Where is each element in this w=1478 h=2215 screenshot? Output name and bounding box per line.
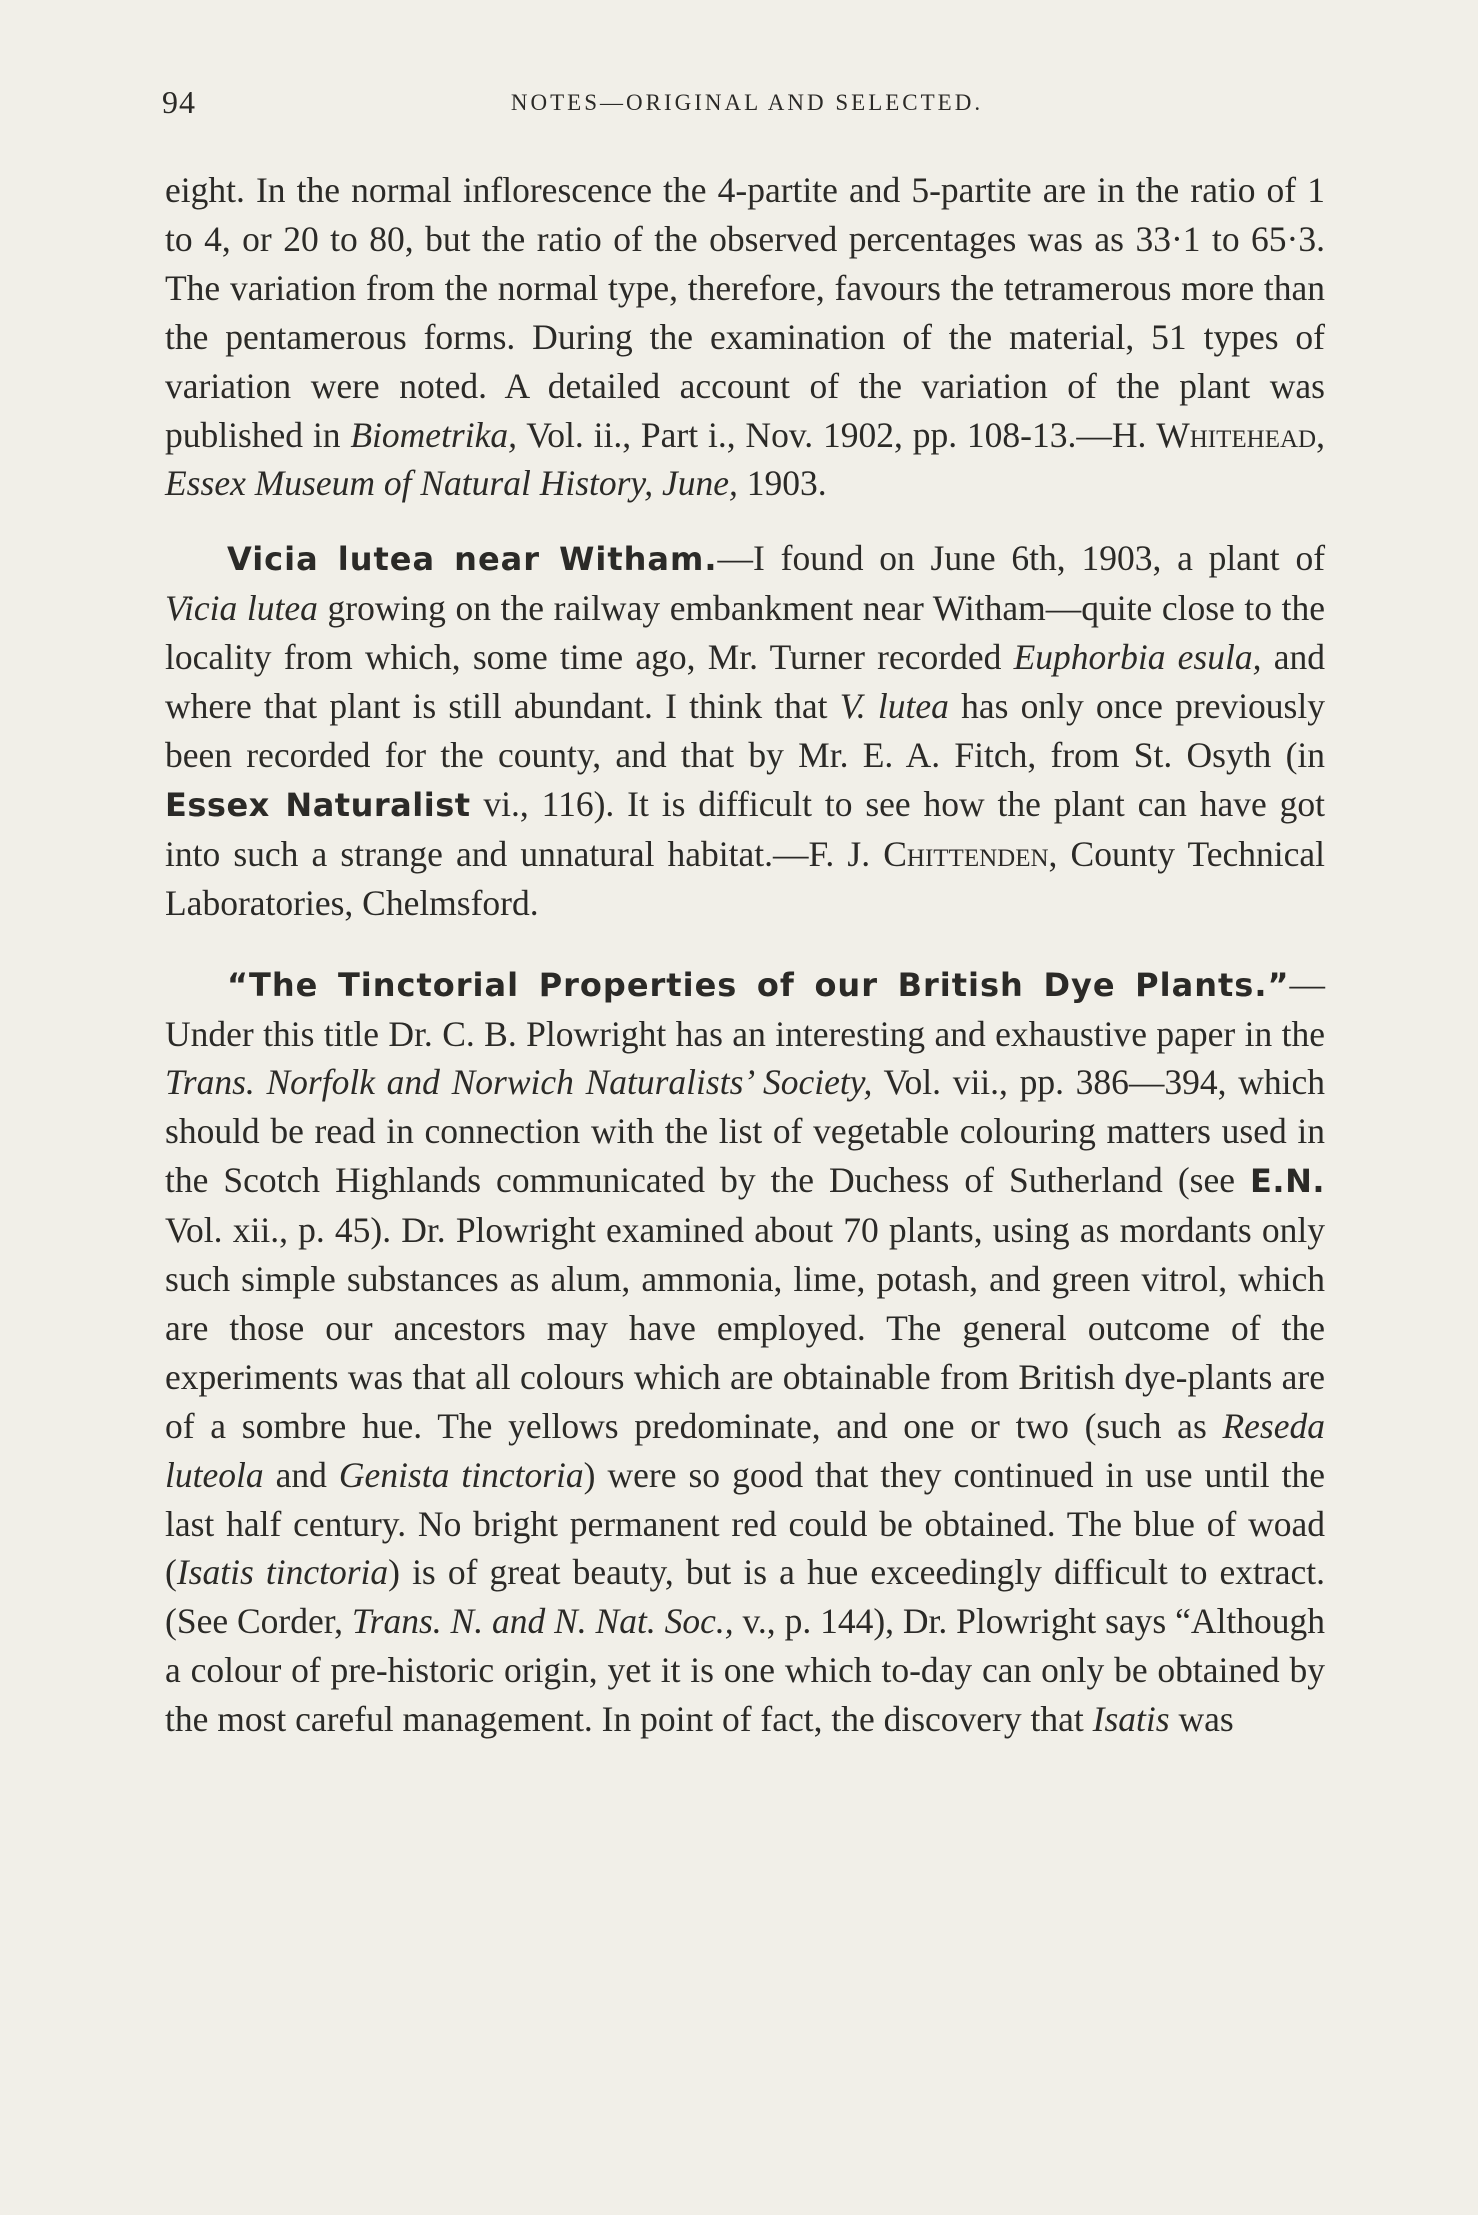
paragraph-vicia-lutea bbox=[165, 534, 1325, 927]
text-run: —Under this title Dr. C. B. Plowright has an interesting and exhaustive paper in the bbox=[165, 963, 1325, 1054]
author-name: Whitehead bbox=[1156, 414, 1317, 455]
text-run: has only once previously been recorded for the county, and that by Mr. E. A. Fitch, from St. Osyth (in bbox=[165, 686, 1325, 775]
italic-run: Trans. N. and N. Nat. Soc., bbox=[351, 1601, 734, 1642]
text-run: eight. In the normal inflorescence the 4-partite and 5-partite are in the ratio of 1 to 4, or 20 to 80, but the ratio of the observed percentages was as 33·1 to 65·3. The variation from the normal type, therefore, favours the tetramerous more than the pentamerous forms. During the examination of the material, 51 types of variation were noted. A detailed account of the variation of the plant was published in bbox=[165, 170, 1325, 455]
text-run: —I found on June 6th, 1903, a plant of bbox=[717, 538, 1326, 579]
italic-run: Euphorbia esula, bbox=[1013, 637, 1262, 678]
italic-run: Vicia lutea bbox=[165, 588, 318, 629]
text-run: ) were so good that they continued in use until the last half century. No bright permanent red could be obtained. The blue of woad ( bbox=[165, 1454, 1325, 1593]
italic-run: Trans. Norfolk and Norwich Naturalists’ Society, bbox=[165, 1062, 873, 1103]
text-run: growing on the railway embankment near Witham—quite close to the locality from which, some time ago, Mr. Turner recorded bbox=[165, 588, 1326, 678]
text-run: , bbox=[1316, 414, 1325, 455]
italic-run: V. lutea bbox=[839, 686, 949, 727]
text-run: 1903. bbox=[737, 463, 827, 504]
italic-run: Genista tinctoria bbox=[338, 1454, 584, 1495]
text-run: Vol. xii., p. 45). Dr. Plowright examined about 70 plants, using as mordants only such simple substances as alum, ammonia, lime, potash, and green vitrol, which are those our ancestors may have employed. The general outcome of the experiments was that all colours which are obtainable from British dye-plants are of a sombre hue. The yellows predominate, and one or two (such as bbox=[165, 1210, 1325, 1446]
running-title: NOTES—ORIGINAL AND SELECTED. bbox=[510, 90, 984, 115]
italic-run: Biometrika, bbox=[350, 414, 517, 455]
text-run: Vol. ii., Part i., Nov. 1902, pp. 108-13.—H. bbox=[517, 414, 1157, 455]
text-run: ) is of great beauty, but is a hue exceedingly difficult to extract. (See Corder, bbox=[165, 1552, 1325, 1642]
text-run: and bbox=[263, 1454, 339, 1495]
italic-run: Reseda luteola bbox=[165, 1405, 1325, 1495]
text-run: v., p. 144), Dr. Plowright says “Although a colour of pre-historic origin, yet it is one which to-day can only be obtained by the most careful management. In point of fact, the discovery that bbox=[165, 1601, 1325, 1740]
note-heading: “The Tinctorial Properties of our British Dye Plants.” bbox=[227, 965, 1290, 1004]
text-run: was bbox=[1169, 1699, 1234, 1740]
journal-title: Essex Naturalist bbox=[165, 785, 471, 824]
journal-abbrev: E.N. bbox=[1250, 1162, 1325, 1201]
text-run: vi., 116). It is difficult to see how the plant can have got into such a strange and unnatural habitat.—F. J. bbox=[165, 783, 1326, 874]
page-number: 94 bbox=[162, 84, 196, 120]
body-text bbox=[165, 166, 1325, 1744]
paragraph-variation-continued bbox=[165, 166, 1325, 508]
author-name: Chittenden bbox=[883, 833, 1049, 874]
italic-run: Isatis bbox=[1092, 1699, 1170, 1740]
text-run: , County Technical Laboratories, Chelmsford. bbox=[165, 833, 1325, 923]
italic-run: Isatis tinctoria bbox=[176, 1552, 389, 1593]
italic-run: Essex Museum of Natural History, June, bbox=[165, 463, 738, 504]
paragraph-tinctorial-properties bbox=[165, 960, 1325, 1745]
text-run: and where that plant is still abundant. I think that bbox=[165, 637, 1325, 727]
note-heading: Vicia lutea near Witham. bbox=[227, 540, 718, 579]
text-run: Vol. vii., pp. 386—394, which should be read in connection with the list of vegetable colouring matters used in the Scotch Highlands communicated by the Duchess of Sutherland (see bbox=[165, 1062, 1326, 1201]
running-header bbox=[162, 84, 1332, 124]
